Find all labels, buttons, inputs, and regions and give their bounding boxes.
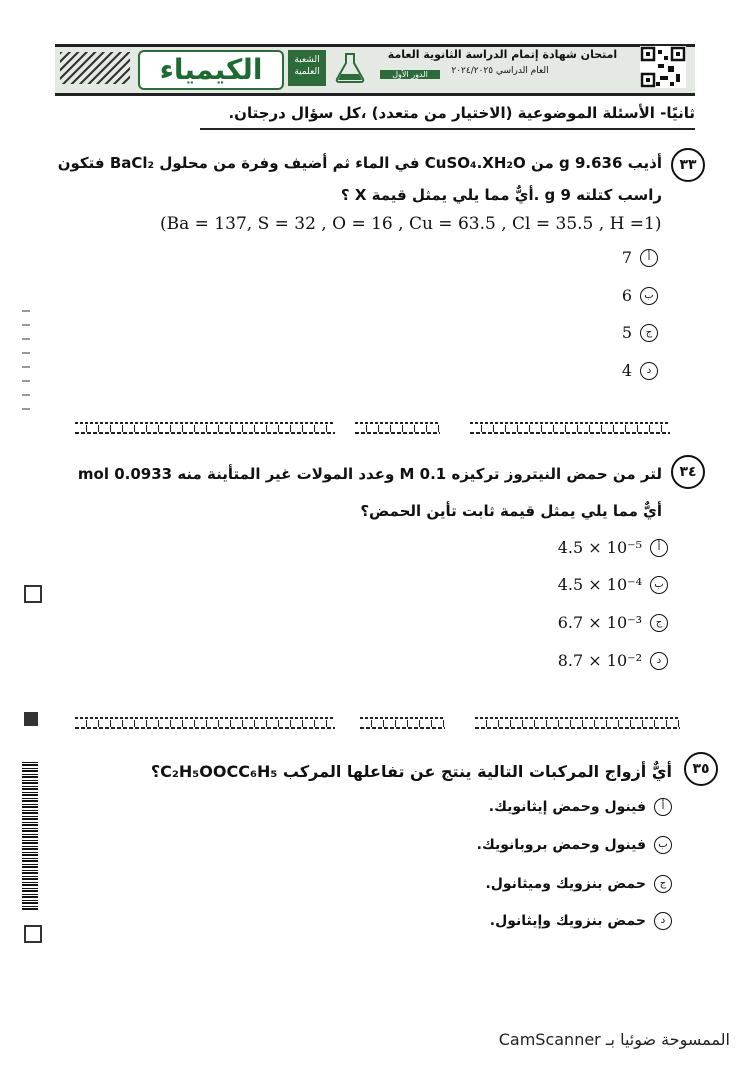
answer-option[interactable] <box>558 613 668 632</box>
option-text: 8.7 × 10⁻² <box>557 651 642 670</box>
separator-line <box>470 422 670 434</box>
margin-square-icon <box>24 925 42 943</box>
option-marker: أ <box>640 249 658 267</box>
answer-option[interactable] <box>558 651 668 670</box>
option-marker: أ <box>650 539 668 557</box>
option-text: 5 <box>621 323 632 342</box>
option-marker: ج <box>654 875 672 893</box>
answer-option[interactable] <box>489 798 672 816</box>
atomic-masses: (Ba = 137, S = 32 , O = 16 , Cu = 63.5 , Cl = 35.5 , H =1) <box>160 214 662 234</box>
option-text: 4.5 × 10⁻⁴ <box>557 575 642 594</box>
decorative-stripes <box>60 52 130 84</box>
question-number: ٣٣ <box>671 148 705 182</box>
option-marker: ج <box>650 614 668 632</box>
option-text: 4 <box>621 361 632 380</box>
exam-round-badge: الدور الأول <box>380 70 440 79</box>
question-text: أيٌّ أزواج المركبات التالية ينتج عن تفاعلها المركب C₂H₅OOCC₆H₅؟ <box>150 762 672 781</box>
answer-option[interactable] <box>558 575 668 594</box>
margin-square-icon <box>24 585 42 603</box>
separator-line <box>360 717 445 729</box>
question-text: لتر من حمض النيتروز تركيزه 0.1 M وعدد المولات غير المتأينة منه 0.0933 mol <box>77 465 662 483</box>
answer-option[interactable] <box>622 286 658 305</box>
exam-title: امتحان شهادة إتمام الدراسة الثانوية العامة <box>387 48 618 61</box>
answer-option[interactable] <box>477 836 672 854</box>
separator-line <box>75 717 335 729</box>
separator-line <box>475 717 680 729</box>
scanner-watermark: الممسوحة ضوئيا بـ CamScanner <box>498 1030 730 1049</box>
option-marker: ب <box>640 287 658 305</box>
subject-title: الكيمياء <box>138 50 284 90</box>
question-text: أذيب 9.636 g من CuSO₄.XH₂O في الماء ثم أضيف وفرة من محلول BaCl₂ فتكون <box>57 154 662 172</box>
separator-line <box>355 422 440 434</box>
answer-option[interactable] <box>622 323 658 342</box>
section-heading: ثانيًا- الأسئلة الموضوعية (الاختيار من متعدد) ،كل سؤال درجتان. <box>228 104 695 122</box>
flask-icon <box>333 52 367 84</box>
option-text: 4.5 × 10⁻⁵ <box>557 538 642 557</box>
question-text: أيٌّ مما يلي يمثل قيمة ثابت تأين الحمض؟ <box>360 502 662 520</box>
option-text: حمض بنزويك وإيثانول. <box>489 913 646 929</box>
question-text: راسب كتلته 9 g .أيٌّ مما يلي يمثل قيمة X ؟ <box>340 186 662 204</box>
option-marker: ج <box>640 324 658 342</box>
option-text: 7 <box>621 248 632 267</box>
answer-option[interactable] <box>622 361 658 380</box>
option-text: 6 <box>621 286 632 305</box>
answer-option[interactable] <box>485 875 672 893</box>
answer-option[interactable] <box>622 248 658 267</box>
option-text: فينول وحمض بروبانويك. <box>476 837 646 853</box>
exam-year: العام الدراسي ٢٠٢٤/٢٠٢٥ <box>451 66 549 76</box>
margin-square-icon <box>24 712 38 726</box>
separator-line <box>75 422 335 434</box>
option-marker: ب <box>654 836 672 854</box>
option-marker: د <box>640 362 658 380</box>
barcode-icon <box>22 760 38 910</box>
option-marker: د <box>654 912 672 930</box>
option-marker: أ <box>654 798 672 816</box>
option-text: فينول وحمض إيثانويك. <box>488 799 646 815</box>
answer-option[interactable] <box>490 912 672 930</box>
section-underline <box>200 128 695 130</box>
option-text: 6.7 × 10⁻³ <box>557 613 642 632</box>
option-marker: ب <box>650 576 668 594</box>
question-number: ٣٥ <box>684 752 718 786</box>
option-text: حمض بنزويك وميثانول. <box>485 876 646 892</box>
margin-marks <box>22 300 30 410</box>
branch-label: الشعبة العلمية <box>288 50 326 86</box>
option-marker: د <box>650 652 668 670</box>
qr-code-icon <box>640 46 686 88</box>
question-number: ٣٤ <box>671 455 705 489</box>
answer-option[interactable] <box>558 538 668 557</box>
